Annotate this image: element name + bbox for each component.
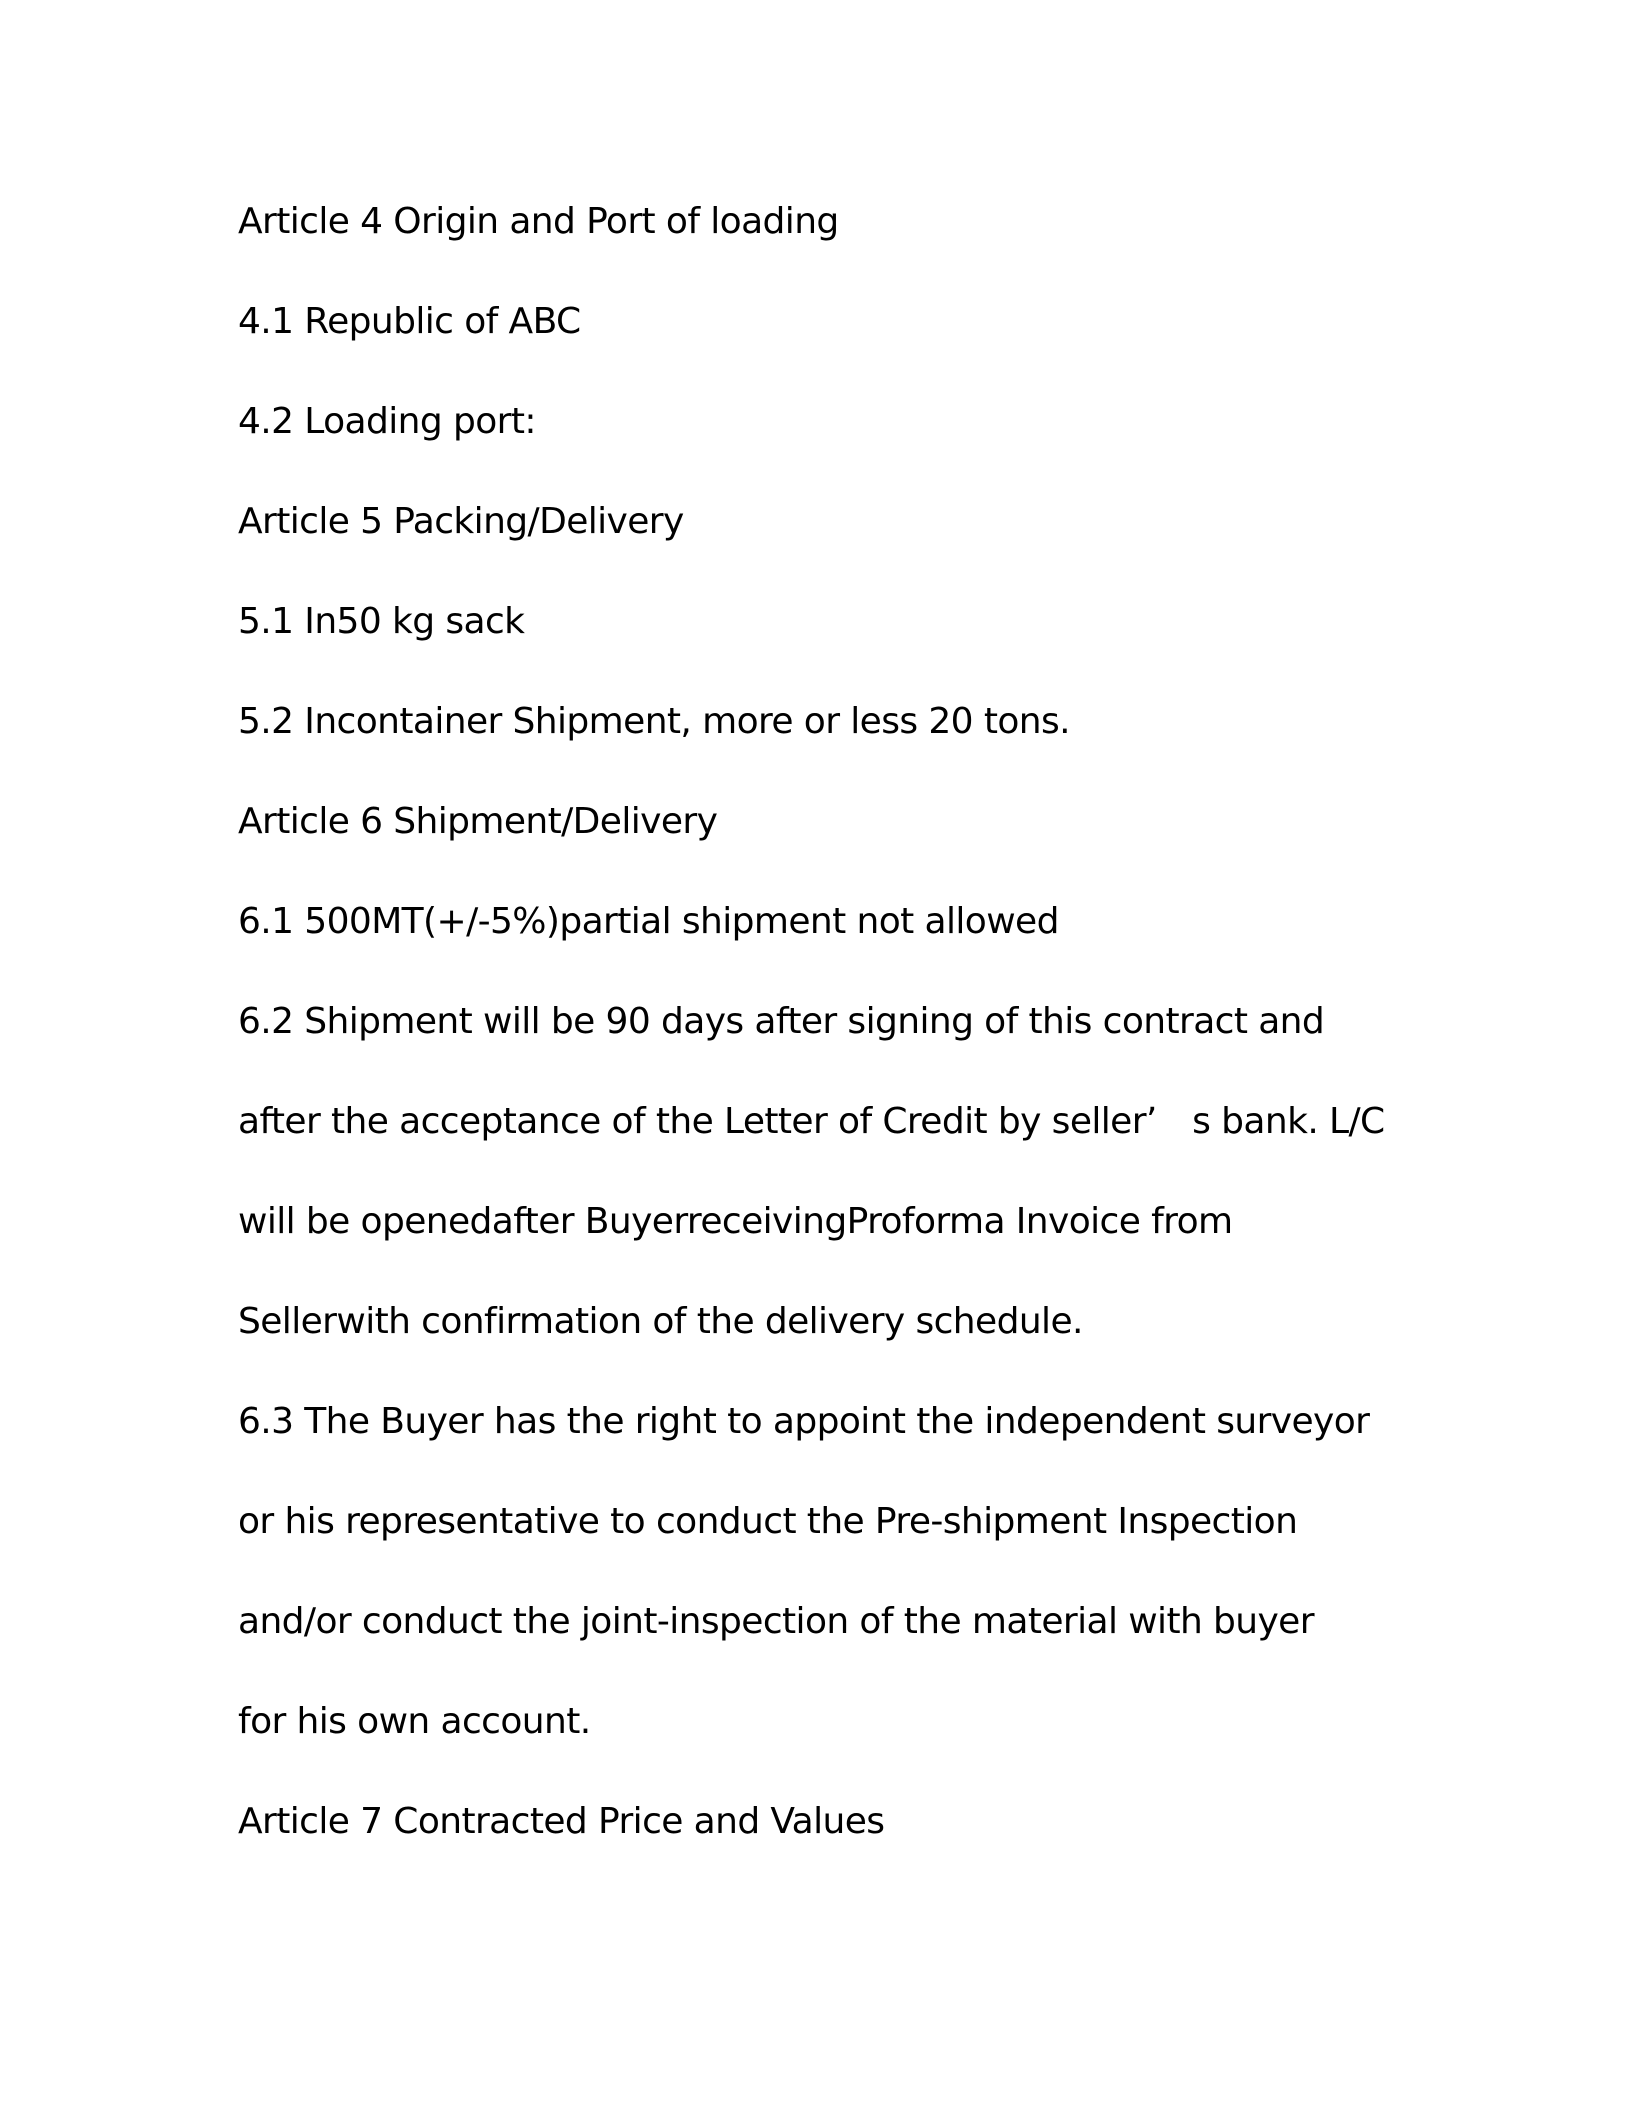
- clause-5-1: 5.1 In50 kg sack: [238, 601, 525, 642]
- article-5-heading: Article 5 Packing/Delivery: [238, 501, 684, 542]
- clause-6-3-line-4: for his own account.: [238, 1701, 591, 1742]
- article-7-heading: Article 7 Contracted Price and Values: [238, 1801, 885, 1842]
- article-6-heading: Article 6 Shipment/Delivery: [238, 801, 718, 842]
- clause-4-2: 4.2 Loading port:: [238, 401, 536, 442]
- clause-6-3-line-1: 6.3 The Buyer has the right to appoint the independent surveyor: [238, 1401, 1370, 1442]
- clause-6-3-line-2: or his representative to conduct the Pre-shipment Inspection: [238, 1501, 1298, 1542]
- clause-4-1: 4.1 Republic of ABC: [238, 301, 581, 342]
- clause-6-2-line-3: will be openedafter BuyerreceivingProforma Invoice from: [238, 1201, 1233, 1242]
- clause-5-2: 5.2 Incontainer Shipment, more or less 20 tons.: [238, 701, 1070, 742]
- clause-6-2-line-1: 6.2 Shipment will be 90 days after signing of this contract and: [238, 1001, 1325, 1042]
- clause-6-2-line-4: Sellerwith confirmation of the delivery schedule.: [238, 1301, 1083, 1342]
- article-4-heading: Article 4 Origin and Port of loading: [238, 201, 839, 242]
- clause-6-2-line-2: after the acceptance of the Letter of Credit by seller’ s bank. L/C: [238, 1101, 1385, 1142]
- clause-6-3-line-3: and/or conduct the joint-inspection of the material with buyer: [238, 1601, 1314, 1642]
- clause-6-1: 6.1 500MT(+/-5%)partial shipment not allowed: [238, 901, 1059, 942]
